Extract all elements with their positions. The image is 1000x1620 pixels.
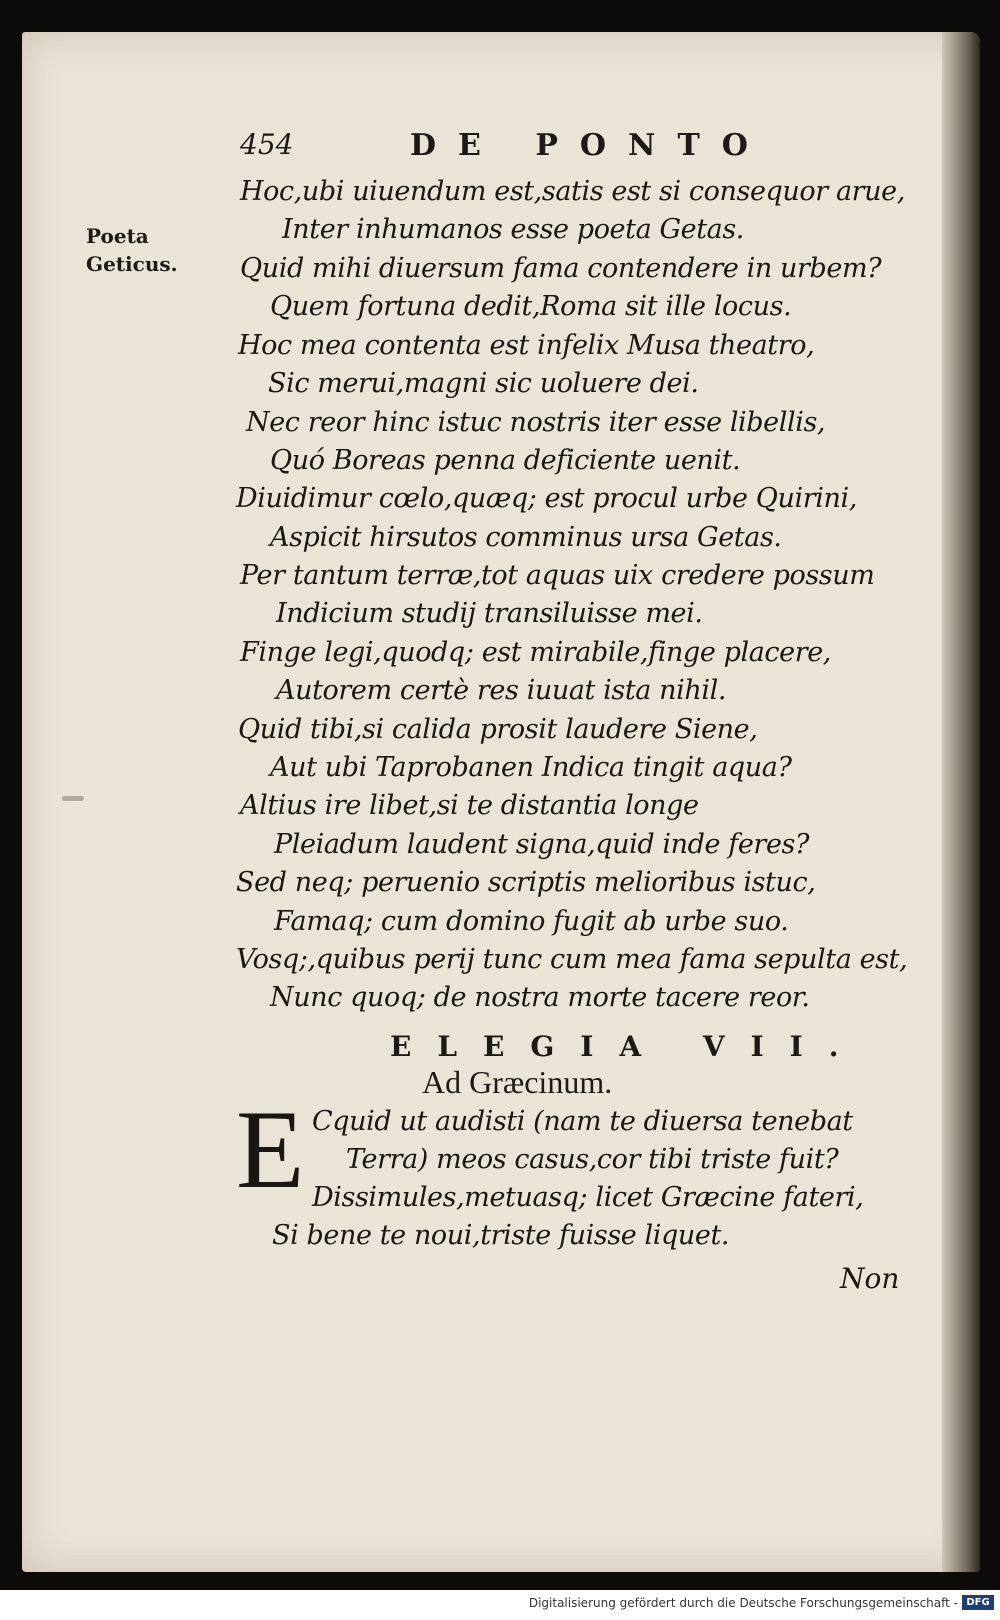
verse-line: Aspicit hirsutos comminus ursa Getas. [270, 522, 782, 553]
verse-line: Hoc,ubi uiuendum est,satis est si consequor arue, [240, 176, 905, 207]
marginal-note: Poeta Geticus. [86, 224, 178, 276]
verse-line: Quid tibi,si calida prosit laudere Siene, [238, 714, 758, 745]
elegy-line: Cquid ut audisti (nam te diuersa tenebat [312, 1106, 853, 1137]
catchword: Non [840, 1262, 900, 1295]
verse-line: Sed neq; peruenio scriptis melioribus istuc, [236, 867, 816, 898]
verse-line: Diuidimur cœlo,quæq; est procul urbe Quirini, [236, 483, 857, 514]
verse-line: Finge legi,quodq; est mirabile,finge placere, [240, 637, 831, 668]
ink-smudge [62, 796, 84, 801]
verse-line: Aut ubi Taprobanen Indica tingit aqua? [270, 752, 792, 783]
dfg-logo: DFG [962, 1595, 994, 1610]
verse-line: Famaq; cum domino fugit ab urbe suo. [274, 906, 789, 937]
verse-line: Inter inhumanos esse poeta Getas. [282, 214, 744, 245]
funding-credit: Digitalisierung gefördert durch die Deutsche Forschungsgemeinschaft - [528, 1596, 958, 1610]
elegy-line: Dissimules,metuasq; licet Græcine fateri, [312, 1182, 864, 1213]
verse-line: Pleiadum laudent signa,quid inde feres? [274, 829, 810, 860]
running-head: DE PONTO [410, 128, 770, 163]
elegy-line: Terra) meos casus,cor tibi triste fuit? [346, 1144, 839, 1175]
elegy-title: ELEGIA VII. [390, 1030, 865, 1063]
verse-line: Per tantum terræ,tot aquas uix credere possum [240, 560, 875, 591]
verse-line: Quem fortuna dedit,Roma sit ille locus. [270, 291, 792, 322]
verse-line: Sic merui,magni sic uoluere dei. [268, 368, 699, 399]
verse-line: Quid mihi diuersum fama contendere in urbem? [240, 253, 882, 284]
verse-line: Nec reor hinc istuc nostris iter esse libellis, [246, 407, 826, 438]
verse-line: Autorem certè res iuuat ista nihil. [276, 675, 727, 706]
page-number: 454 [240, 128, 294, 161]
verse-line: Quó Boreas penna deficiente uenit. [270, 445, 741, 476]
drop-cap-initial: E [236, 1088, 305, 1212]
verse-line: Hoc mea contenta est infelix Musa theatro, [238, 330, 815, 361]
verse-line: Vosq;,quibus perij tunc cum mea fama sepulta est, [236, 944, 908, 975]
verse-line: Indicium studij transiluisse mei. [276, 598, 703, 629]
footer-bar [0, 1590, 1000, 1620]
page-header [0, 128, 1000, 172]
verse-line: Nunc quoq; de nostra morte tacere reor. [270, 982, 810, 1013]
elegy-line: Si bene te noui,triste fuisse liquet. [272, 1220, 730, 1251]
verse-line: Altius ire libet,si te distantia longe [240, 790, 699, 821]
page-edge [942, 32, 980, 1572]
elegy-subtitle: Ad Græcinum. [422, 1064, 613, 1100]
